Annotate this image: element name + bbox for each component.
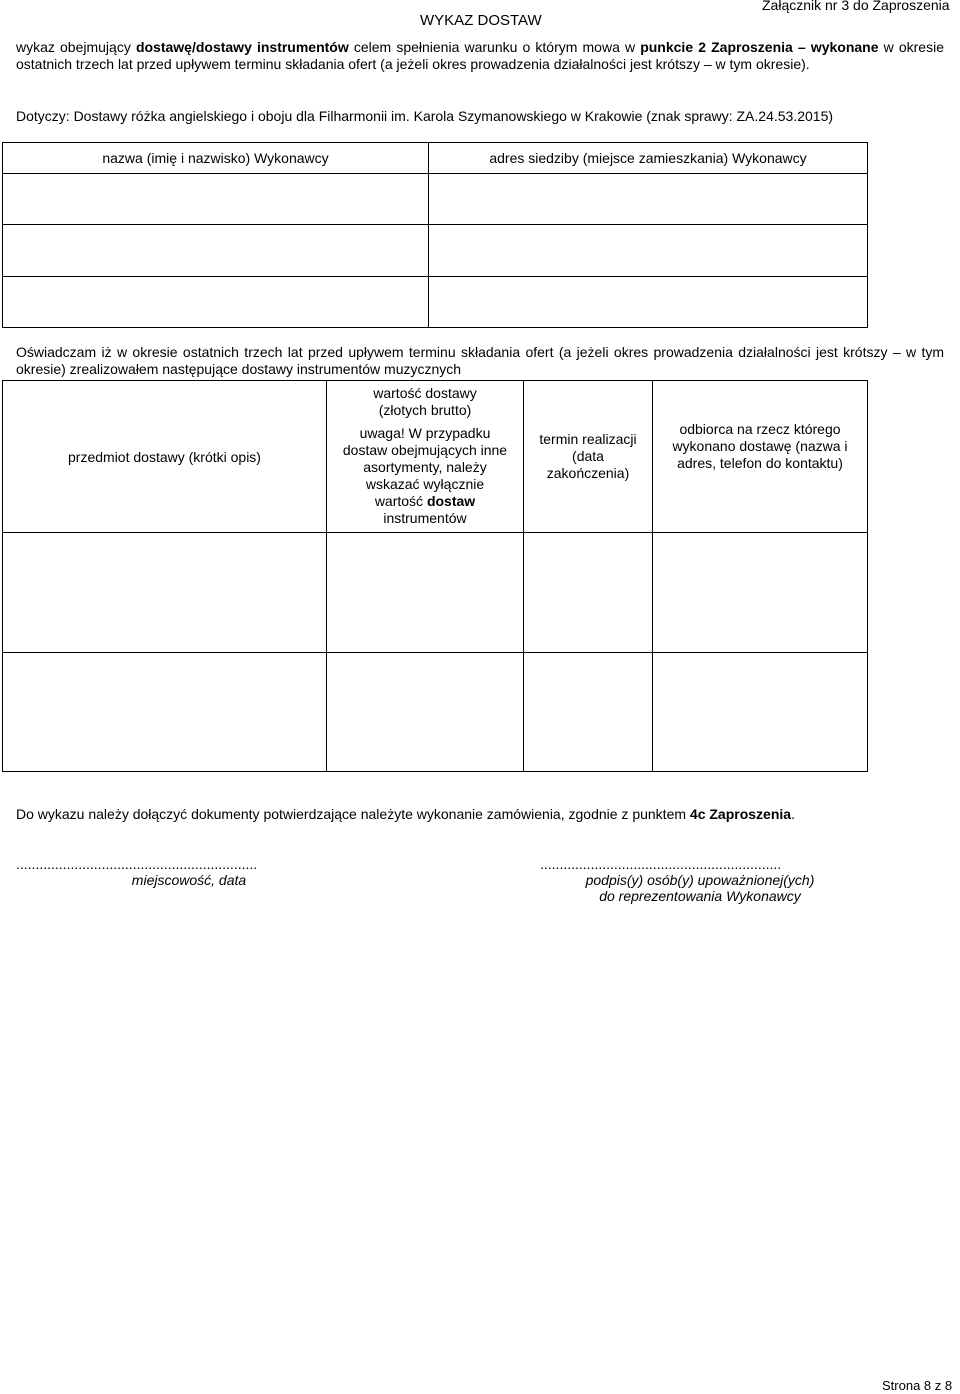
signature-label-1: podpis(y) osób(y) upoważnionej(ych) — [585, 872, 815, 888]
delivery-subject-cell[interactable] — [3, 653, 327, 772]
value-note-a: uwaga! W przypadku dostaw obejmujących inne asortymenty, należy wskazać wyłącznie wartość — [342, 425, 508, 509]
value-note-c: instrumentów — [383, 510, 467, 526]
signature-authorized — [540, 856, 860, 904]
signature-label-2: do reprezentowania Wykonawcy — [599, 888, 801, 904]
contractor-address-cell[interactable] — [429, 225, 868, 277]
attachment-label: Załącznik nr 3 do Zaproszenia — [762, 0, 950, 13]
delivery-recipient-header: odbiorca na rzecz którego wykonano dostawę (nazwa i adres, telefon do kontaktu) — [653, 381, 868, 533]
intro-text-c: celem spełnienia warunku o którym mowa w — [348, 39, 641, 55]
delivery-value-cell[interactable] — [327, 653, 524, 772]
signature-place-date — [16, 856, 332, 888]
delivery-recipient-cell[interactable] — [653, 533, 868, 653]
delivery-subject-cell[interactable] — [3, 533, 327, 653]
subject-line: Dotyczy: Dostawy różka angielskiego i oboju dla Filharmonii im. Karola Szymanowskiego w Krakowie (znak sprawy: ZA.24.53.2015) — [16, 108, 834, 124]
document-title: WYKAZ DOSTAW — [420, 12, 542, 29]
declaration-text: Oświadczam iż w okresie ostatnich trzech lat przed upływem terminu składania ofert (a jeżeli okres prowadzenia działalności jest krótszy – w tym okresie) zrealizowałem następujące dostawy instrumentów muzycznych — [16, 344, 944, 377]
contractor-name-cell[interactable] — [3, 225, 429, 277]
delivery-value-cell[interactable] — [327, 533, 524, 653]
value-currency: (złotych brutto) — [378, 402, 472, 418]
delivery-date-header: termin realizacji (data zakończenia) — [524, 381, 653, 533]
signature-dots: .............................................................. — [540, 856, 782, 872]
contractor-table — [2, 142, 868, 328]
delivery-value-header — [327, 381, 524, 533]
intro-paragraph — [16, 39, 944, 73]
footer-note-a: Do wykazu należy dołączyć dokumenty potwierdzające należyte wykonanie zamówienia, zgodnie z punktem — [16, 806, 690, 822]
place-date-dots: .............................................................. — [16, 856, 258, 872]
delivery-date-cell[interactable] — [524, 533, 653, 653]
place-date-label: miejscowość, data — [131, 872, 247, 888]
contractor-address-cell[interactable] — [429, 277, 868, 328]
intro-text-a: wykaz obejmujący — [16, 39, 136, 55]
footer-note — [16, 806, 795, 822]
contractor-name-cell[interactable] — [3, 277, 429, 328]
delivery-date-cell[interactable] — [524, 653, 653, 772]
value-title: wartość dostawy — [373, 385, 477, 401]
value-note — [327, 425, 523, 527]
intro-text-e: w okresie ostatnich trzech lat przed upływem terminu składania ofert (a jeżeli okres prowadzenia działalności jest krótszy – w tym okresie). — [16, 39, 944, 72]
contractor-name-cell[interactable] — [3, 174, 429, 225]
delivery-recipient-cell[interactable] — [653, 653, 868, 772]
footer-note-c: . — [791, 806, 795, 822]
footer-note-b: 4c Zaproszenia — [689, 806, 792, 822]
deliveries-table — [2, 380, 868, 772]
delivery-subject-header: przedmiot dostawy (krótki opis) — [3, 381, 327, 533]
contractor-address-header: adres siedziby (miejsce zamieszkania) Wykonawcy — [429, 143, 868, 174]
page-number: Strona 8 z 8 — [882, 1378, 953, 1393]
contractor-name-header: nazwa (imię i nazwisko) Wykonawcy — [3, 143, 429, 174]
contractor-address-cell[interactable] — [429, 174, 868, 225]
intro-text-d: punkcie 2 Zaproszenia – wykonane — [640, 39, 879, 55]
intro-text-b: dostawę/dostawy instrumentów — [135, 39, 349, 55]
value-note-b: dostaw — [426, 493, 476, 509]
